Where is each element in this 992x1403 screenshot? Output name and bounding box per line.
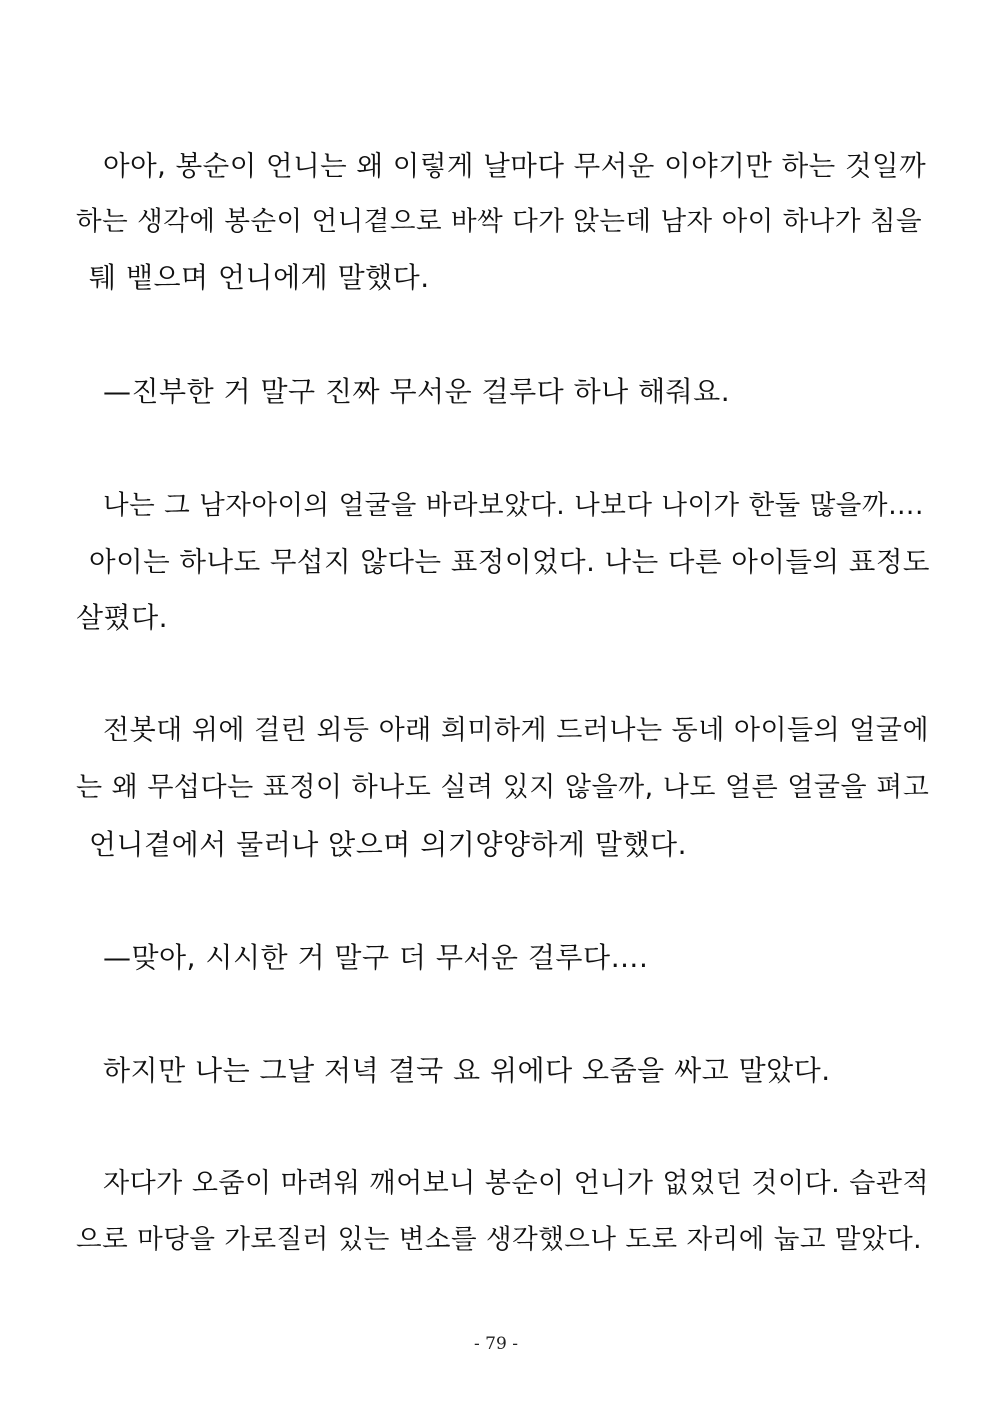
text-line: 퉤 뱉으며 언니에게 말했다. bbox=[89, 261, 430, 294]
text-line: 아아, 봉순이 언니는 왜 이렇게 날마다 무서운 이야기만 하는 것일까 bbox=[103, 150, 927, 182]
text-line: —진부한 거 말구 진짜 무서운 걸루다 하나 해줘요. bbox=[103, 375, 731, 408]
text-line: 아이는 하나도 무섭지 않다는 표정이었다. 나는 다른 아이들의 표정도 bbox=[89, 546, 930, 578]
text-line: 언니곁에서 물러나 앉으며 의기양양하게 말했다. bbox=[89, 828, 687, 861]
text-line: 자다가 오줌이 마려워 깨어보니 봉순이 언니가 없었던 것이다. 습관적 bbox=[103, 1168, 930, 1199]
text-line: 하는 생각에 봉순이 언니곁으로 바싹 다가 앉는데 남자 아이 하나가 침을 bbox=[76, 206, 923, 237]
text-line: 나는 그 남자아이의 얼굴을 바라보았다. 나보다 나이가 한둘 많을까…. bbox=[103, 490, 924, 521]
text-line: 하지만 나는 그날 저녁 결국 요 위에다 오줌을 싸고 말았다. bbox=[103, 1054, 831, 1087]
text-line: 는 왜 무섭다는 표정이 하나도 실려 있지 않을까, 나도 얼른 얼굴을 펴고 bbox=[76, 772, 930, 803]
text-line: 살폈다. bbox=[76, 601, 169, 634]
text-line: 전봇대 위에 걸린 외등 아래 희미하게 드러나는 동네 아이들의 얼굴에 bbox=[103, 715, 930, 746]
text-line: 으로 마당을 가로질러 있는 변소를 생각했으나 도로 자리에 눕고 말았다. bbox=[76, 1224, 923, 1255]
page-number: - 79 - bbox=[474, 1334, 518, 1354]
text-line: —맞아, 시시한 거 말구 더 무서운 걸루다…. bbox=[103, 941, 649, 974]
